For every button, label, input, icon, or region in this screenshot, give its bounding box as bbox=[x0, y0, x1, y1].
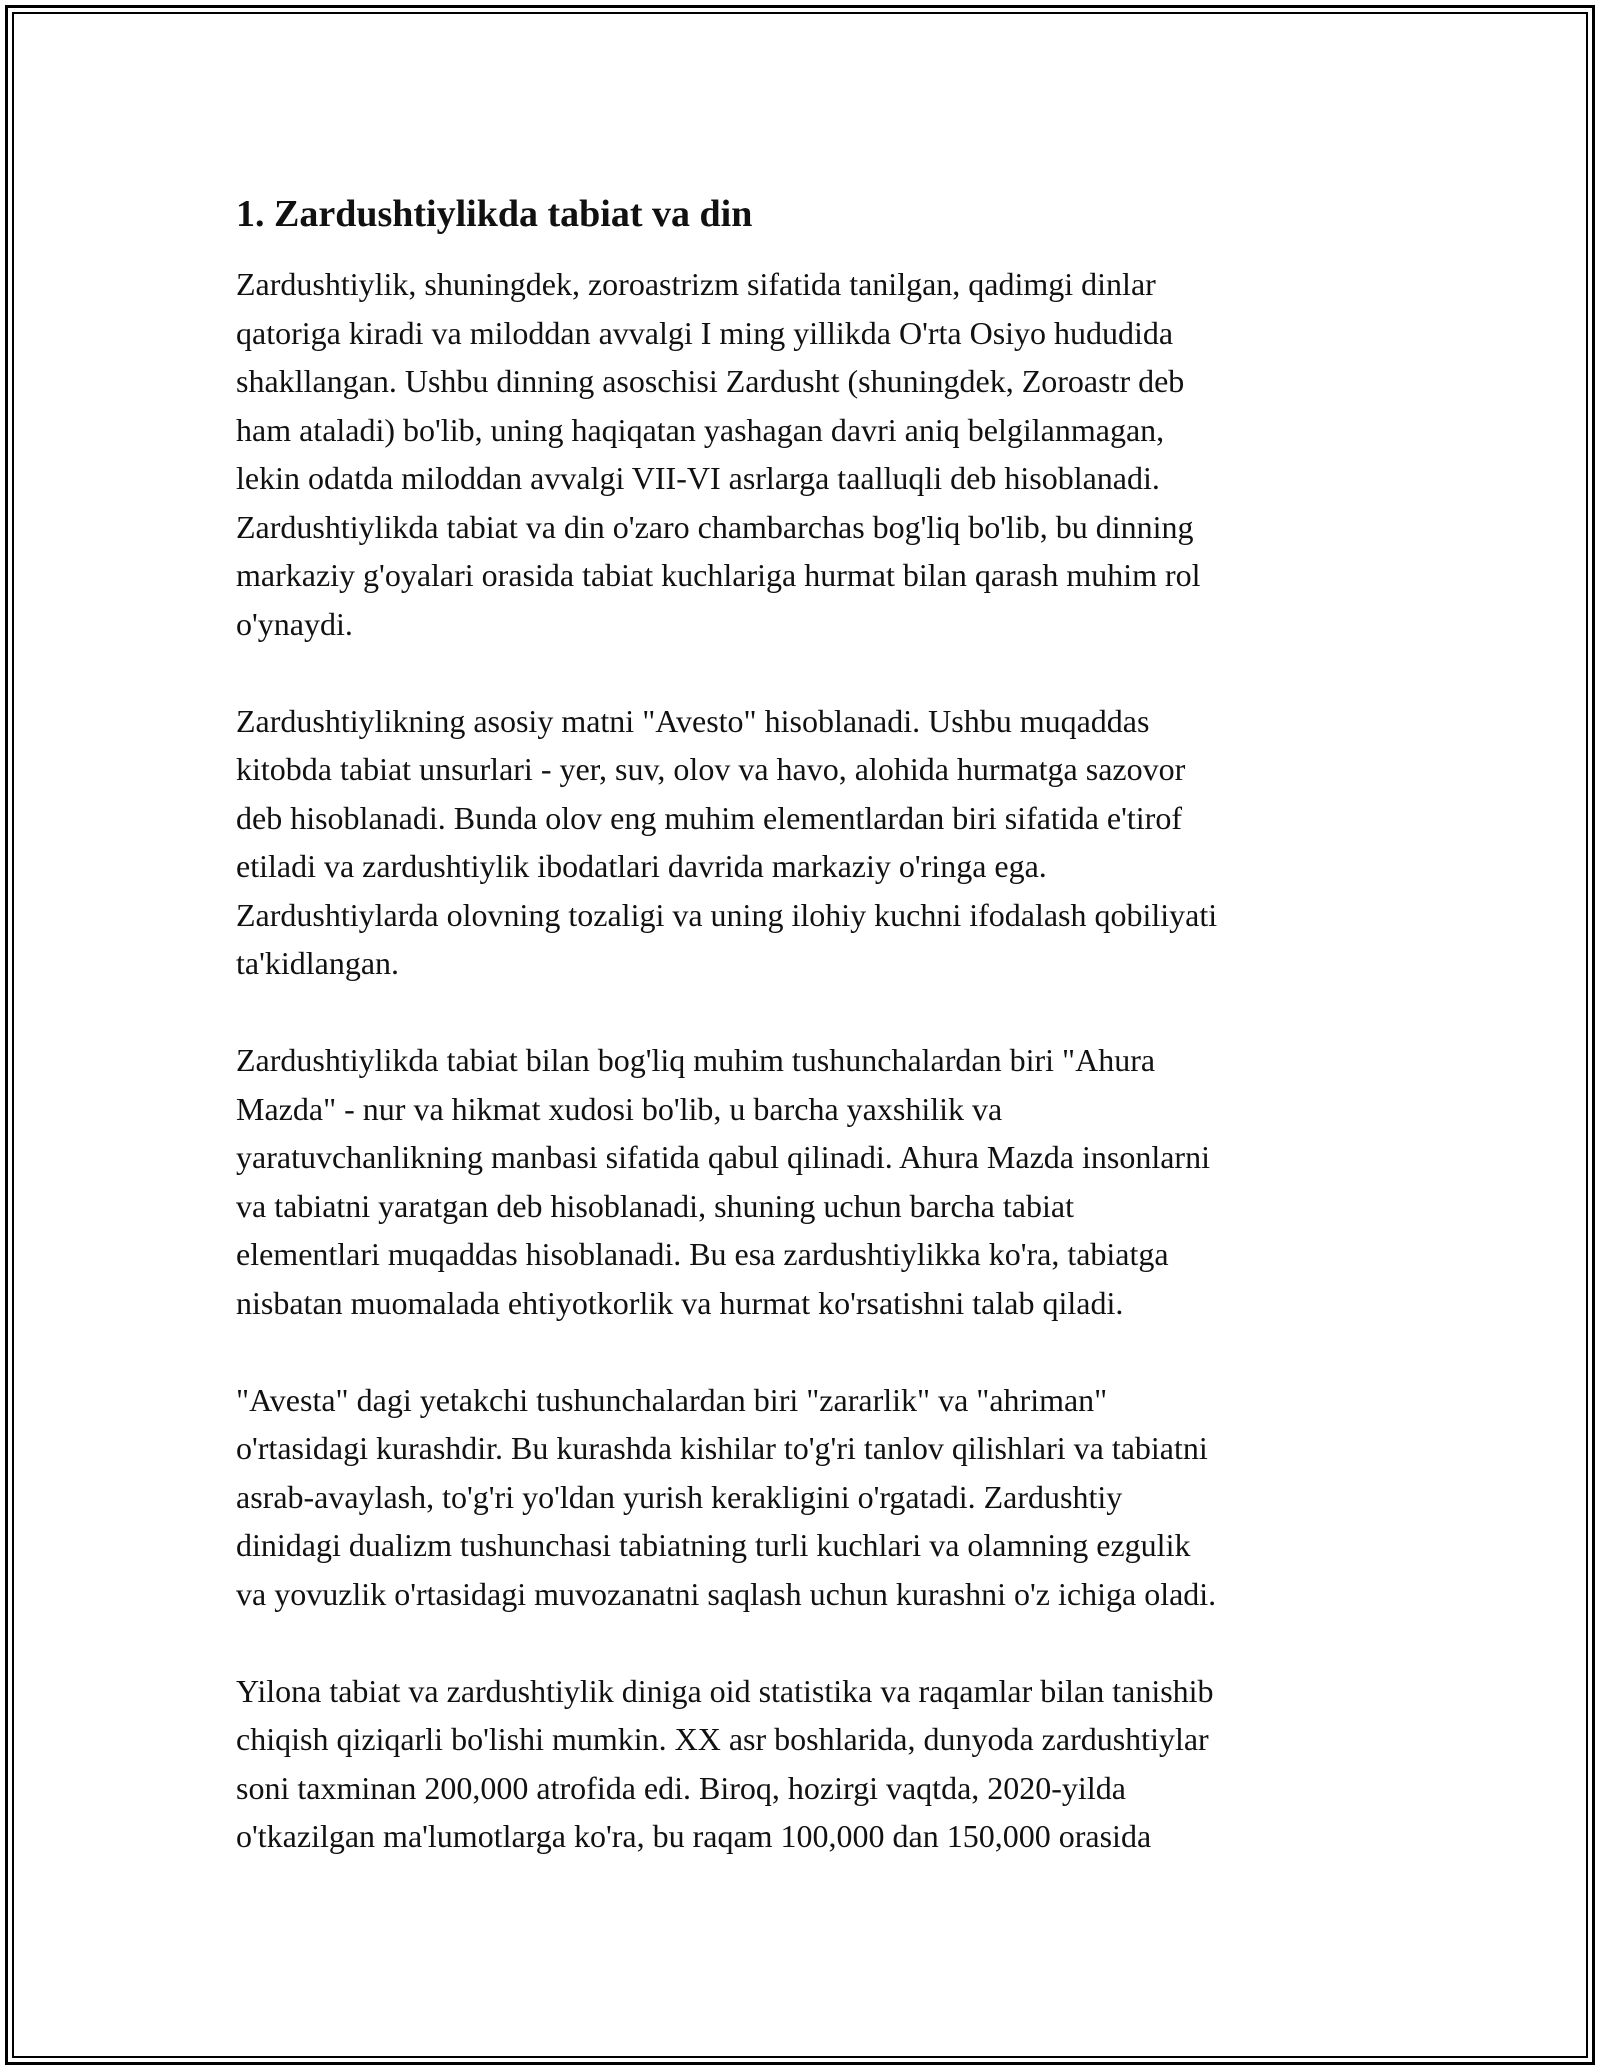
text-line: Zardushtiylikda tabiat va din o'zaro chambarchas bog'liq bo'lib, bu dinning bbox=[236, 508, 1194, 545]
text-line: dinidagi dualizm tushunchasi tabiatning turli kuchlari va olamning ezgulik bbox=[236, 1527, 1191, 1563]
section-title: 1. Zardushtiylikda tabiat va din bbox=[236, 193, 753, 235]
text-line: o'ynaydi. bbox=[236, 605, 353, 642]
text-line: lekin odatda miloddan avvalgi VII-VI asrlarga taalluqli deb hisoblanadi. bbox=[236, 460, 1160, 496]
text-line: etiladi va zardushtiylik ibodatlari davrida markaziy o'ringa ega. bbox=[236, 848, 1047, 884]
text-line: chiqish qiziqarli bo'lishi mumkin. XX asr boshlarida, dunyoda zardushtiylar bbox=[236, 1721, 1209, 1757]
paragraph bbox=[236, 697, 1386, 988]
text-line: qatoriga kiradi va miloddan avvalgi I ming yillikda O'rta Osiyo hududida bbox=[236, 314, 1174, 351]
text-line: asrab-avaylash, to'g'ri yo'ldan yurish kerakligini o'rgatadi. Zardushtiy bbox=[236, 1478, 1123, 1515]
paragraph bbox=[236, 1376, 1386, 1619]
text-line: ham ataladi) bo'lib, uning haqiqatan yashagan davri aniq belgilanmagan, bbox=[236, 411, 1165, 448]
text-line: va yovuzlik o'rtasidagi muvozanatni saqlash uchun kurashni o'z ichiga oladi. bbox=[236, 1575, 1217, 1612]
text-line: kitobda tabiat unsurlari - yer, suv, olov va havo, alohida hurmatga sazovor bbox=[236, 751, 1186, 787]
text-line: Mazda" - nur va hikmat xudosi bo'lib, u barcha yaxshilik va bbox=[236, 1090, 1003, 1127]
text-line: elementlari muqaddas hisoblanadi. Bu esa zardushtiylikka ko'ra, tabiatga bbox=[236, 1236, 1169, 1272]
paragraph bbox=[236, 1667, 1386, 1861]
text-line: "Avesta" dagi yetakchi tushunchalardan biri "zararlik" va "ahriman" bbox=[236, 1381, 1108, 1418]
paragraph-list bbox=[236, 260, 1386, 1861]
paragraph bbox=[236, 260, 1386, 648]
text-line: soni taxminan 200,000 atrofida edi. Biroq, hozirgi vaqtda, 2020-yilda bbox=[236, 1769, 1126, 1806]
text-line: yaratuvchanlikning manbasi sifatida qabul qilinadi. Ahura Mazda insonlarni bbox=[236, 1139, 1210, 1175]
text-line: Zardushtiylikda tabiat bilan bog'liq muhim tushunchalardan biri "Ahura bbox=[236, 1042, 1156, 1078]
text-line: Zardushtiylarda olovning tozaligi va uning ilohiy kuchni ifodalash qobiliyati bbox=[236, 896, 1218, 933]
text-line: Zardushtiylik, shuningdek, zoroastrizm sifatida tanilgan, qadimgi dinlar bbox=[236, 266, 1156, 302]
text-line: o'tkazilgan ma'lumotlarga ko'ra, bu raqam 100,000 dan 150,000 orasida bbox=[236, 1818, 1152, 1854]
text-line: markaziy g'oyalari orasida tabiat kuchlariga hurmat bilan qarash muhim rol bbox=[236, 557, 1201, 593]
text-line: shakllangan. Ushbu dinning asoschisi Zardusht (shuningdek, Zoroastr deb bbox=[236, 363, 1185, 399]
paragraph bbox=[236, 1036, 1386, 1327]
text-line: deb hisoblanadi. Bunda olov eng muhim elementlardan biri sifatida e'tirof bbox=[236, 799, 1182, 836]
text-line: o'rtasidagi kurashdir. Bu kurashda kishilar to'g'ri tanlov qilishlari va tabiatni bbox=[236, 1430, 1208, 1466]
text-line: Zardushtiylikning asosiy matni "Avesto" hisoblanadi. Ushbu muqaddas bbox=[236, 702, 1150, 739]
document-body bbox=[236, 190, 1386, 1909]
text-line: nisbatan muomalada ehtiyotkorlik va hurmat ko'rsatishni talab qiladi. bbox=[236, 1284, 1124, 1321]
text-line: ta'kidlangan. bbox=[236, 945, 400, 981]
text-line: Yilona tabiat va zardushtiylik diniga oid statistika va raqamlar bilan tanishib bbox=[236, 1672, 1214, 1709]
text-line: va tabiatni yaratgan deb hisoblanadi, shuning uchun barcha tabiat bbox=[236, 1187, 1074, 1224]
